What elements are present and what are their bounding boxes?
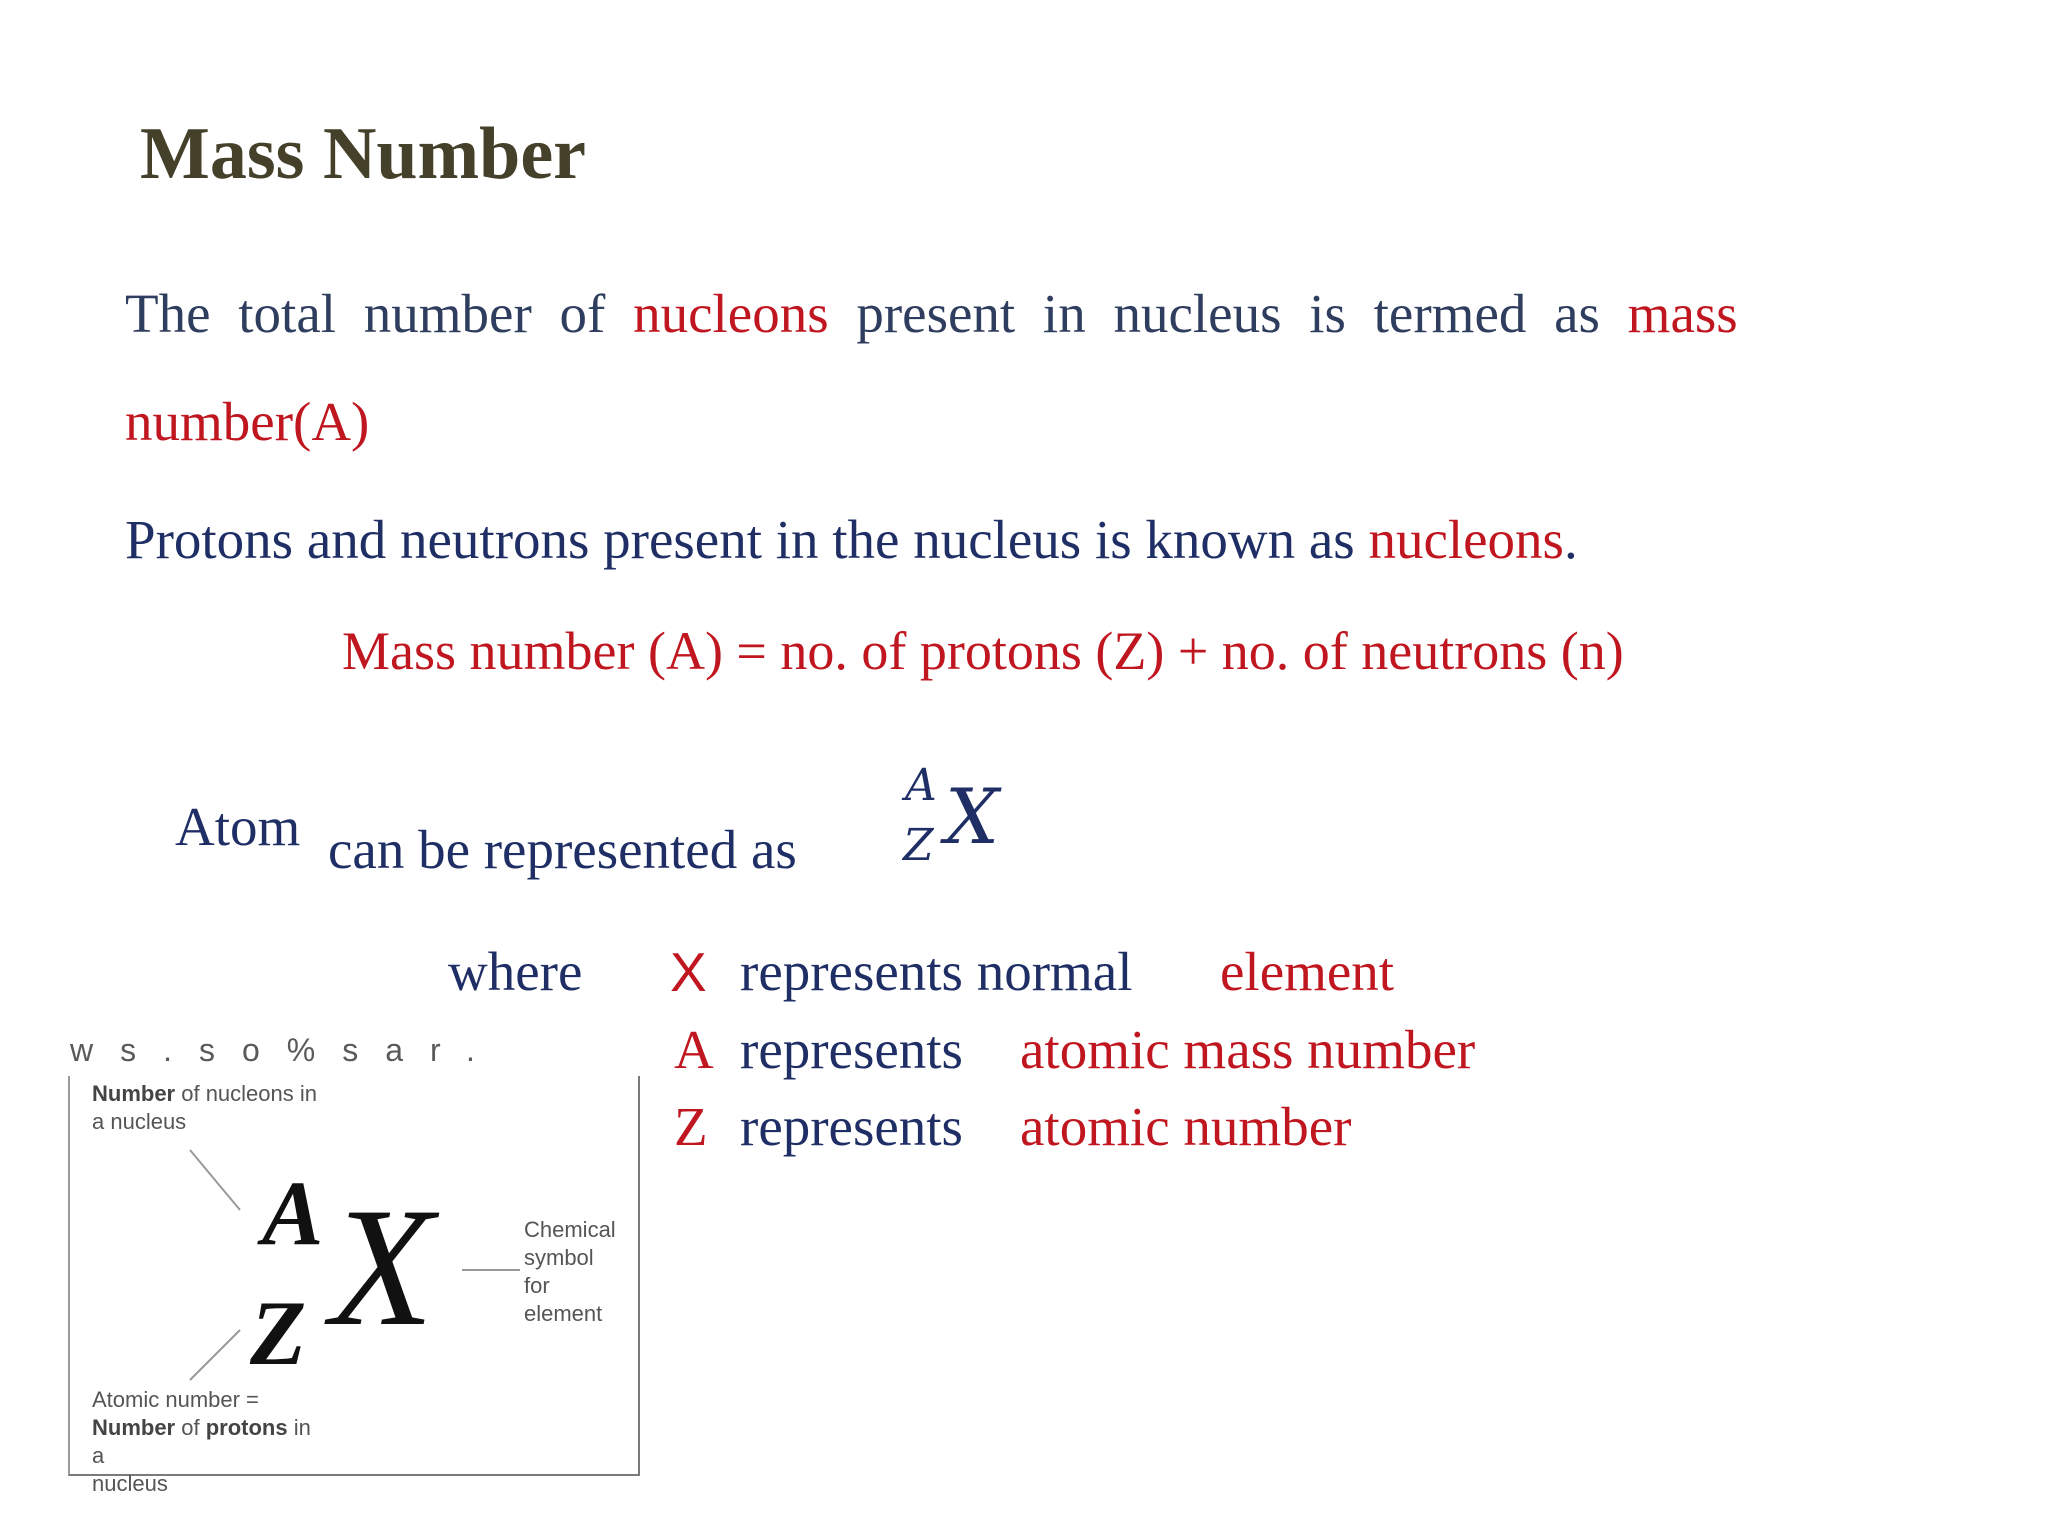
label-text: in <box>287 1415 311 1440</box>
label-text: a nucleus <box>92 1109 187 1134</box>
bold-text: protons <box>205 1415 288 1440</box>
label-text: of <box>175 1415 206 1440</box>
def-term: atomic mass number <box>1020 1019 1476 1080</box>
def-letter-z: Z <box>674 1096 708 1157</box>
label-text: element <box>524 1301 603 1326</box>
def-text: represents <box>740 1096 963 1157</box>
label-text: symbol <box>524 1245 594 1270</box>
watermark-text: ws.so%sar. <box>70 1032 502 1068</box>
term-nucleons: nucleons <box>1368 509 1564 570</box>
term-mass: mass <box>1627 283 1738 344</box>
nuclide-mass-number: A <box>905 760 937 811</box>
term-nucleons: nucleons <box>633 283 829 344</box>
label-text: nucleus <box>92 1471 168 1496</box>
label-text: of nucleons in <box>175 1081 317 1106</box>
def-letter-x: X <box>670 941 707 1003</box>
bold-text: Number <box>92 1081 176 1106</box>
definition-text: present in nucleus is termed as <box>856 283 1600 344</box>
label-text: Chemical <box>524 1217 616 1242</box>
diagram-symbol-a: A <box>262 1162 324 1264</box>
nuclide-atomic-number: Z <box>903 820 934 871</box>
diagram-symbol-z: Z <box>250 1282 307 1384</box>
diagram-symbol-x: X <box>330 1173 434 1361</box>
representation-text: can be represented as <box>328 819 797 880</box>
mass-number-formula: Mass number (A) = no. of protons (Z) + no. of neutrons (n) <box>342 621 1624 681</box>
bold-text: Number <box>92 1415 176 1440</box>
def-text: represents normal <box>740 941 1133 1002</box>
def-term: atomic number <box>1020 1096 1352 1157</box>
label-text: a <box>92 1443 105 1468</box>
diagram-label-mass-number <box>92 1080 317 1136</box>
where-label: where <box>448 941 583 1002</box>
label-text: Atomic number = <box>92 1387 259 1412</box>
definition-line-2: number(A) <box>125 391 370 452</box>
atom-word: Atom <box>175 796 301 857</box>
definition-text: Protons and neutrons present in the nucleus is known as <box>125 509 1355 570</box>
def-letter-a: A <box>674 1019 714 1080</box>
diagram-label-chemical-symbol <box>524 1216 616 1328</box>
definition-line-3 <box>125 508 1578 571</box>
definition-line-1 <box>125 282 1738 345</box>
def-term: element <box>1220 941 1395 1002</box>
page-title: Mass Number <box>140 113 587 195</box>
period: . <box>1563 509 1578 570</box>
def-text: represents <box>740 1019 963 1080</box>
nuclide-symbol: X <box>945 772 1000 861</box>
diagram-label-atomic-number <box>92 1386 311 1498</box>
definition-text: The total number of <box>125 283 606 344</box>
label-text: for <box>524 1273 550 1298</box>
